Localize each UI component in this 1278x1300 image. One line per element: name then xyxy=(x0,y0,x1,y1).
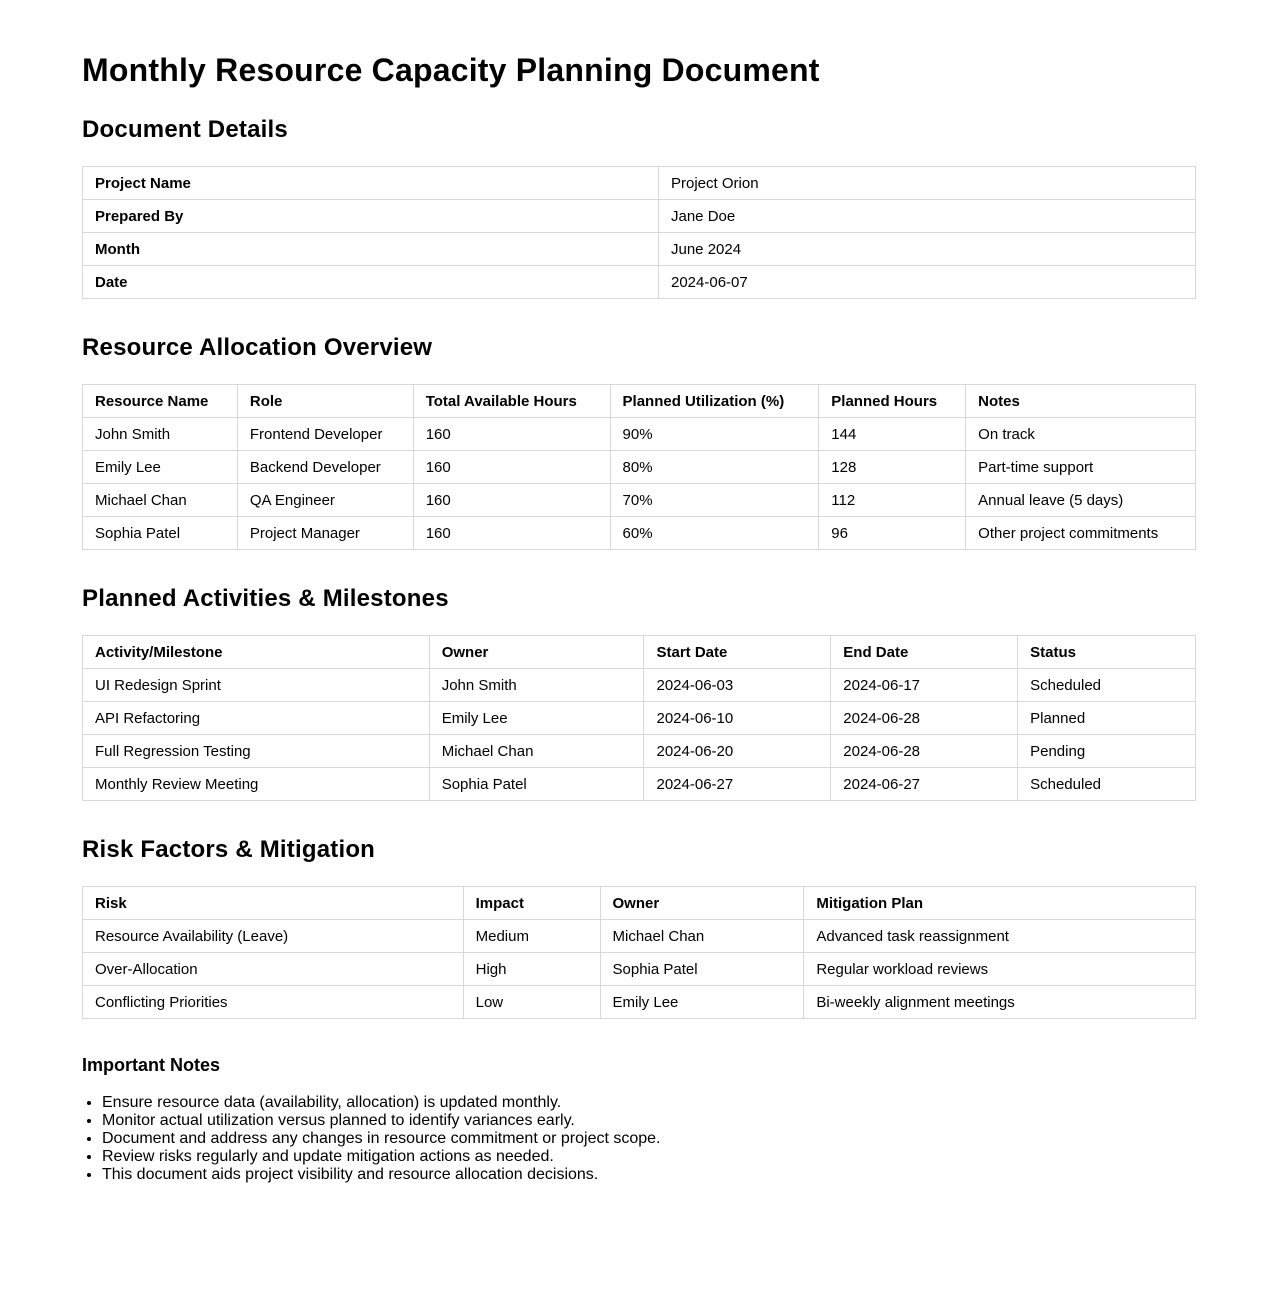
table-cell: UI Redesign Sprint xyxy=(83,669,430,702)
notes-heading: Important Notes xyxy=(82,1055,221,1075)
table-cell: Michael Chan xyxy=(600,920,804,953)
table-row xyxy=(83,768,1196,801)
details-heading: Document Details xyxy=(82,116,288,143)
risks-table xyxy=(82,886,1196,1019)
table-cell: Michael Chan xyxy=(429,735,644,768)
details-value: 2024-06-07 xyxy=(659,266,1196,299)
table-cell: 80% xyxy=(610,451,819,484)
table-cell: 2024-06-10 xyxy=(644,702,831,735)
column-header: Planned Utilization (%) xyxy=(610,385,819,418)
table-cell: Conflicting Priorities xyxy=(83,986,464,1019)
column-header: Owner xyxy=(429,636,644,669)
table-cell: Sophia Patel xyxy=(83,517,238,550)
table-row xyxy=(83,266,1196,299)
notes-list xyxy=(82,1094,1196,1184)
table-cell: 60% xyxy=(610,517,819,550)
table-row xyxy=(83,953,1196,986)
table-row xyxy=(83,451,1196,484)
table-cell: 2024-06-28 xyxy=(831,702,1018,735)
table-header-row xyxy=(83,636,1196,669)
column-header: Owner xyxy=(600,887,804,920)
table-cell: Regular workload reviews xyxy=(804,953,1196,986)
table-row xyxy=(83,200,1196,233)
table-cell: John Smith xyxy=(429,669,644,702)
column-header: Total Available Hours xyxy=(413,385,610,418)
table-row xyxy=(83,167,1196,200)
table-cell: Emily Lee xyxy=(429,702,644,735)
allocation-heading: Resource Allocation Overview xyxy=(82,334,433,361)
allocation-table xyxy=(82,384,1196,550)
details-value: Project Orion xyxy=(659,167,1196,200)
table-cell: Emily Lee xyxy=(83,451,238,484)
table-row xyxy=(83,702,1196,735)
table-cell: Other project commitments xyxy=(966,517,1196,550)
activities-heading: Planned Activities & Milestones xyxy=(82,585,449,612)
table-cell: Scheduled xyxy=(1018,768,1196,801)
table-cell: 112 xyxy=(819,484,966,517)
table-cell: 160 xyxy=(413,418,610,451)
table-cell: 2024-06-27 xyxy=(644,768,831,801)
table-row xyxy=(83,233,1196,266)
table-cell: Low xyxy=(463,986,600,1019)
column-header: Status xyxy=(1018,636,1196,669)
table-cell: 96 xyxy=(819,517,966,550)
table-cell: 128 xyxy=(819,451,966,484)
table-cell: 144 xyxy=(819,418,966,451)
table-cell: 90% xyxy=(610,418,819,451)
table-cell: 2024-06-17 xyxy=(831,669,1018,702)
table-cell: 2024-06-03 xyxy=(644,669,831,702)
table-cell: Emily Lee xyxy=(600,986,804,1019)
details-key: Project Name xyxy=(83,167,659,200)
table-header-row xyxy=(83,385,1196,418)
details-value: June 2024 xyxy=(659,233,1196,266)
table-row xyxy=(83,735,1196,768)
table-cell: API Refactoring xyxy=(83,702,430,735)
table-cell: QA Engineer xyxy=(237,484,413,517)
table-cell: Part-time support xyxy=(966,451,1196,484)
list-item: • Review risks regularly and update mitigation actions as needed. xyxy=(102,1148,1196,1166)
list-item: • Monitor actual utilization versus planned to identify variances early. xyxy=(102,1112,1196,1130)
column-header: Planned Hours xyxy=(819,385,966,418)
column-header: Role xyxy=(237,385,413,418)
table-row xyxy=(83,418,1196,451)
activities-table xyxy=(82,635,1196,801)
table-cell: 2024-06-28 xyxy=(831,735,1018,768)
list-item: • Document and address any changes in resource commitment or project scope. xyxy=(102,1130,1196,1148)
list-item: • Ensure resource data (availability, allocation) is updated monthly. xyxy=(102,1094,1196,1112)
column-header: Impact xyxy=(463,887,600,920)
table-cell: Scheduled xyxy=(1018,669,1196,702)
column-header: End Date xyxy=(831,636,1018,669)
table-cell: Sophia Patel xyxy=(429,768,644,801)
table-cell: 2024-06-20 xyxy=(644,735,831,768)
table-cell: 160 xyxy=(413,484,610,517)
table-row xyxy=(83,517,1196,550)
column-header: Start Date xyxy=(644,636,831,669)
table-cell: High xyxy=(463,953,600,986)
table-cell: 70% xyxy=(610,484,819,517)
column-header: Risk xyxy=(83,887,464,920)
table-cell: Annual leave (5 days) xyxy=(966,484,1196,517)
table-cell: Planned xyxy=(1018,702,1196,735)
table-cell: 160 xyxy=(413,517,610,550)
table-cell: Full Regression Testing xyxy=(83,735,430,768)
details-key: Date xyxy=(83,266,659,299)
table-cell: Frontend Developer xyxy=(237,418,413,451)
table-cell: 2024-06-27 xyxy=(831,768,1018,801)
list-item: • This document aids project visibility and resource allocation decisions. xyxy=(102,1166,1196,1184)
table-row xyxy=(83,986,1196,1019)
table-cell: Michael Chan xyxy=(83,484,238,517)
column-header: Notes xyxy=(966,385,1196,418)
details-key: Month xyxy=(83,233,659,266)
table-cell: Medium xyxy=(463,920,600,953)
table-cell: Advanced task reassignment xyxy=(804,920,1196,953)
table-row xyxy=(83,484,1196,517)
table-cell: Resource Availability (Leave) xyxy=(83,920,464,953)
table-row xyxy=(83,669,1196,702)
table-cell: Over-Allocation xyxy=(83,953,464,986)
details-table xyxy=(82,166,1196,299)
table-cell: 160 xyxy=(413,451,610,484)
table-cell: Project Manager xyxy=(237,517,413,550)
table-header-row xyxy=(83,887,1196,920)
document-title: Monthly Resource Capacity Planning Document xyxy=(82,52,820,88)
table-cell: Bi-weekly alignment meetings xyxy=(804,986,1196,1019)
table-cell: Monthly Review Meeting xyxy=(83,768,430,801)
column-header: Activity/Milestone xyxy=(83,636,430,669)
table-cell: Pending xyxy=(1018,735,1196,768)
table-cell: Backend Developer xyxy=(237,451,413,484)
table-cell: Sophia Patel xyxy=(600,953,804,986)
table-row xyxy=(83,920,1196,953)
risks-heading: Risk Factors & Mitigation xyxy=(82,836,376,863)
table-cell: John Smith xyxy=(83,418,238,451)
details-value: Jane Doe xyxy=(659,200,1196,233)
details-key: Prepared By xyxy=(83,200,659,233)
table-cell: On track xyxy=(966,418,1196,451)
column-header: Resource Name xyxy=(83,385,238,418)
column-header: Mitigation Plan xyxy=(804,887,1196,920)
